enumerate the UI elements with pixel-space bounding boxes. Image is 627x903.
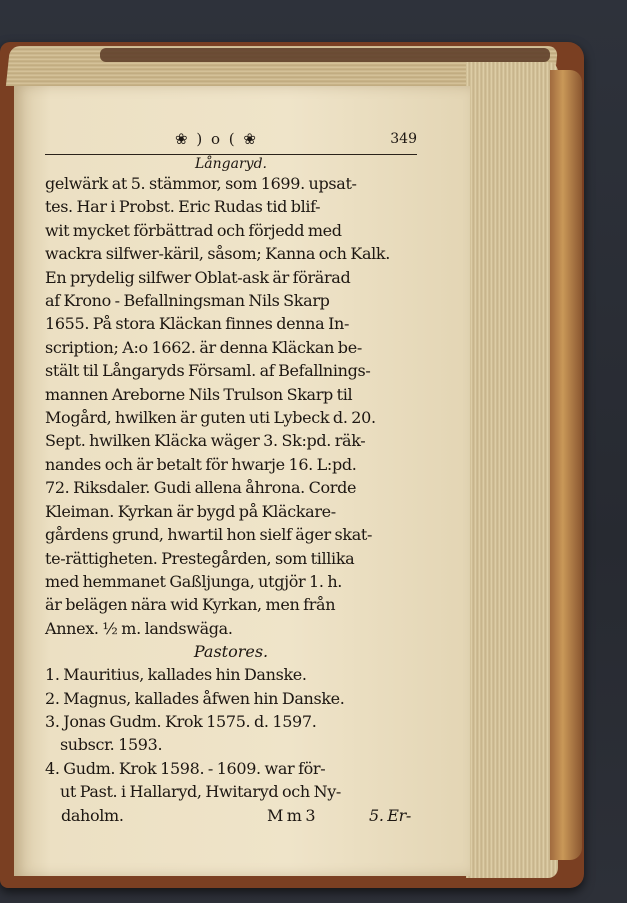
catchword: 5. Er- (369, 805, 411, 825)
main-paragraph (45, 172, 417, 640)
paragraph-line: wit mycket förbättrad och förjedd med (45, 220, 342, 240)
paragraph-line: stält til Långaryds Församl. af Befallnings- (45, 361, 371, 381)
running-title: Långaryd. (195, 156, 267, 172)
paragraph-line: En prydelig silfwer Oblat-ask är förärad (45, 267, 351, 287)
paragraph-line: scription; A:o 1662. är denna Kläckan be- (45, 337, 362, 357)
header-rule (45, 154, 417, 155)
pastores-heading: Pastores. (193, 642, 269, 662)
paragraph-line: 1655. På stora Kläckan finnes denna In- (45, 314, 350, 334)
paragraph-line: gelwärk at 5. stämmor, som 1699. upsat- (45, 174, 357, 193)
paragraph-line: nandes och är betalt för hwarje 16. L:pd. (45, 454, 357, 474)
paragraph-line: är belägen nära wid Kyrkan, men från (45, 595, 336, 615)
paragraph-line: Annex. ½ m. landswäga. (45, 618, 233, 638)
paragraph-line: Kleiman. Kyrkan är bygd på Kläckare- (45, 501, 336, 521)
list-item-with-footer (45, 804, 417, 827)
paragraph-line: Sept. hwilken Kläcka wäger 3. Sk:pd. räk- (45, 431, 366, 451)
page-header (45, 130, 417, 152)
paragraph-line: tes. Har i Probst. Eric Rudas tid blif- (45, 197, 321, 217)
list-item: ut Past. i Hallaryd, Hwitaryd och Ny- (45, 782, 341, 802)
list-item: 3. Jonas Gudm. Krok 1575. d. 1597. (45, 711, 317, 731)
signature-mark: M m 3 (267, 805, 316, 825)
list-item: 2. Magnus, kallades åfwen hin Danske. (45, 688, 345, 708)
paragraph-line: te-rättigheten. Prestegården, som tillika (45, 548, 355, 568)
book-binding-edge (550, 70, 582, 860)
paragraph-line: mannen Areborne Nils Trulson Skarp til (45, 384, 353, 404)
paragraph-line: med hemmanet Gaßljunga, utgjör 1. h. (45, 571, 343, 591)
list-item: subscr. 1593. (45, 735, 163, 755)
paragraph-line: af Krono - Befallningsman Nils Skarp (45, 291, 330, 311)
pastores-list (45, 663, 417, 827)
list-item: 1. Mauritius, kallades hin Danske. (45, 665, 307, 685)
page-number: 349 (390, 131, 417, 147)
paragraph-line: gårdens grund, hwartil hon sielf äger skat- (45, 525, 373, 545)
header-ornament: ❀ ) o ( ❀ (175, 130, 258, 148)
list-item-text: daholm. (45, 805, 124, 825)
paragraph-line: 72. Riksdaler. Gudi allena åhrona. Corde (45, 478, 357, 498)
list-item: 4. Gudm. Krok 1598. - 1609. war för- (45, 758, 326, 778)
page-text-block (45, 130, 417, 827)
paragraph-line: Mogård, hwilken är guten uti Lybeck d. 20. (45, 408, 376, 428)
book-headband (100, 48, 550, 62)
book-fore-edge (466, 62, 558, 878)
paragraph-line: wackra silfwer-käril, såsom; Kanna och Kalk. (45, 244, 390, 264)
